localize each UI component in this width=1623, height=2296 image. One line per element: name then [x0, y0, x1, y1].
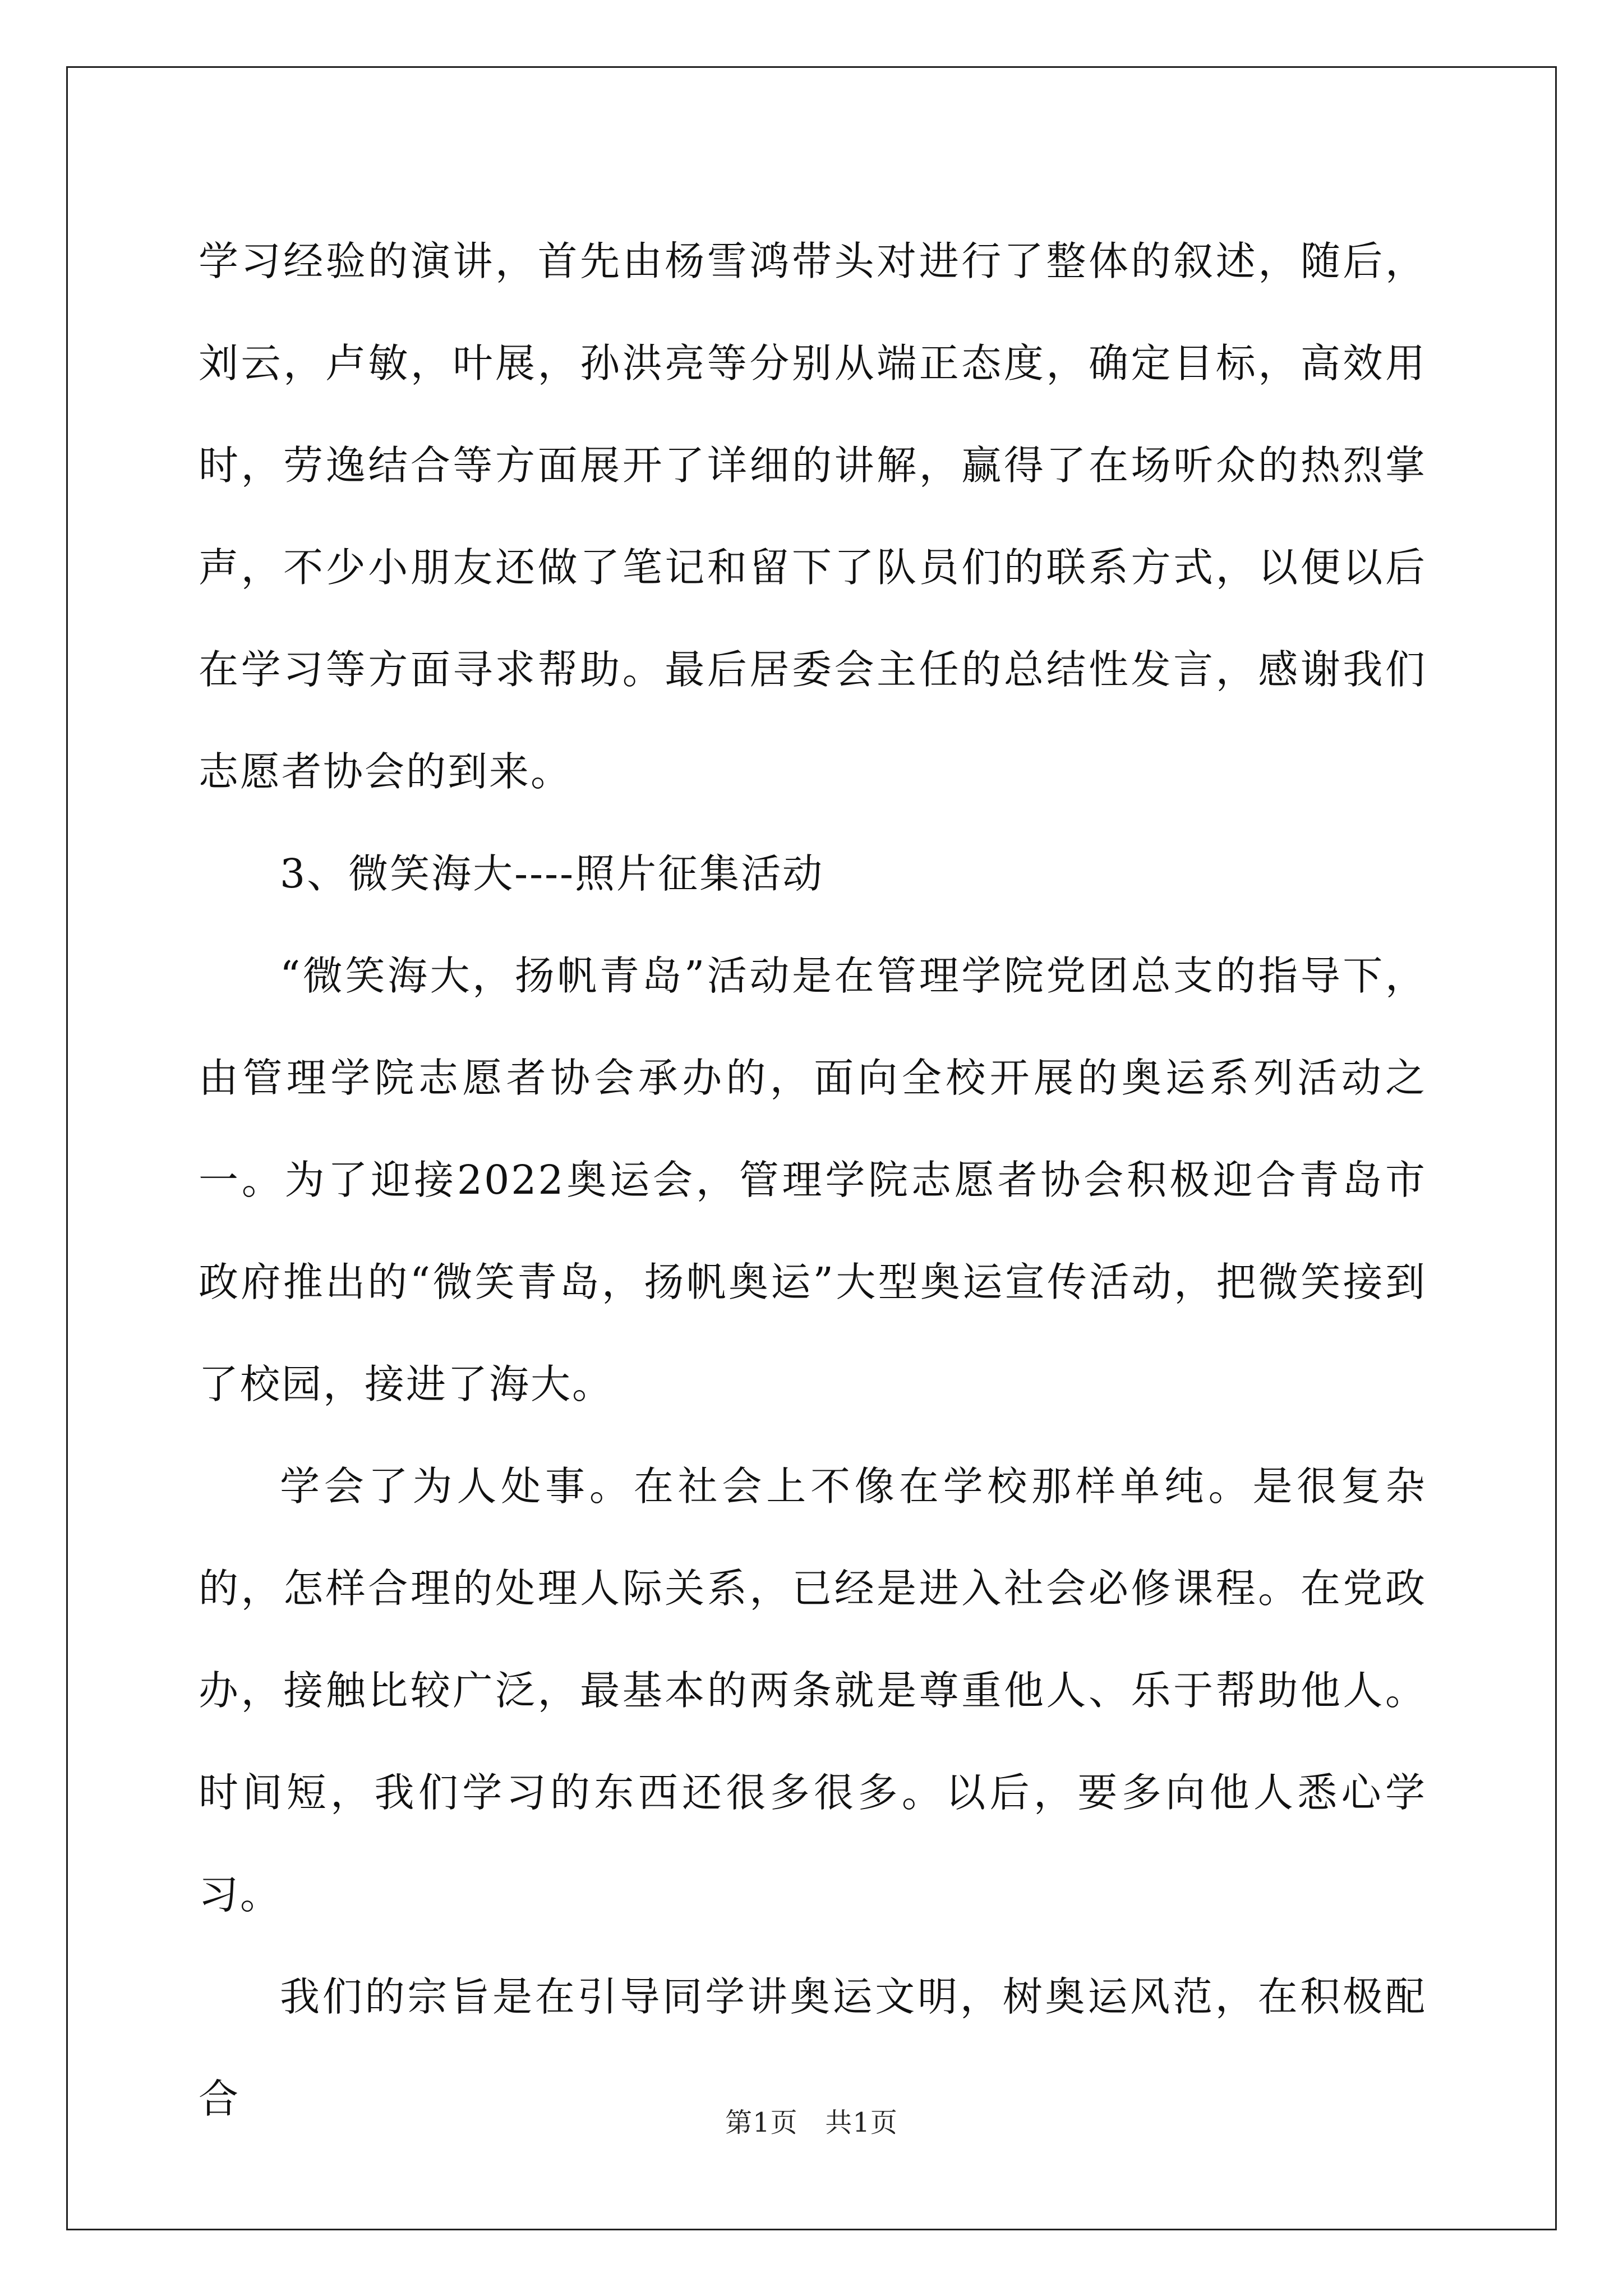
paragraph-study-speech: 学习经验的演讲，首先由杨雪鸿带头对进行了整体的叙述，随后，刘云，卢敏，叶展，孙洪亮等分别从端正态度，确定目标，高效用时，劳逸结合等方面展开了详细的讲解，赢得了在场听众的热烈掌声，不少小朋友还做了笔记和留下了队员们的联系方式，以便以后在学习等方面寻求帮助。最后居委会主任的总结性发言，感谢我们志愿者协会的到来。 — [199, 238, 1427, 795]
page-footer — [0, 2101, 1623, 2139]
section-heading-photo-collection: 3、微笑海大----照片征集活动 — [280, 850, 824, 897]
document-body — [199, 210, 1427, 2150]
paragraph-purpose: 我们的宗旨是在引导同学讲奥运文明，树奥运风范，在积极配合 — [199, 1973, 1427, 2122]
paragraph-smile-campaign: “微笑海大，扬帆青岛”活动是在管理学院党团总支的指导下，由管理学院志愿者协会承办的，面向全校开展的奥运系列活动之一。为了迎接2022奥运会，管理学院志愿者协会积极迎合青岛市政府推出的“微笑青岛，扬帆奥运”大型奥运宣传活动，把微笑接到了校园，接进了海大。 — [199, 953, 1427, 1407]
page-number-total: 共1页 — [825, 2107, 898, 2138]
page-number-current: 第1页 — [725, 2107, 798, 2138]
paragraph-interpersonal: 学会了为人处事。在社会上不像在学校那样单纯。是很复杂的，怎样合理的处理人际关系，已经是进入社会必修课程。在党政办，接触比较广泛，最基本的两条就是尊重他人、乐于帮助他人。时间短，我们学习的东西还很多很多。以后，要多向他人悉心学习。 — [199, 1463, 1427, 1918]
